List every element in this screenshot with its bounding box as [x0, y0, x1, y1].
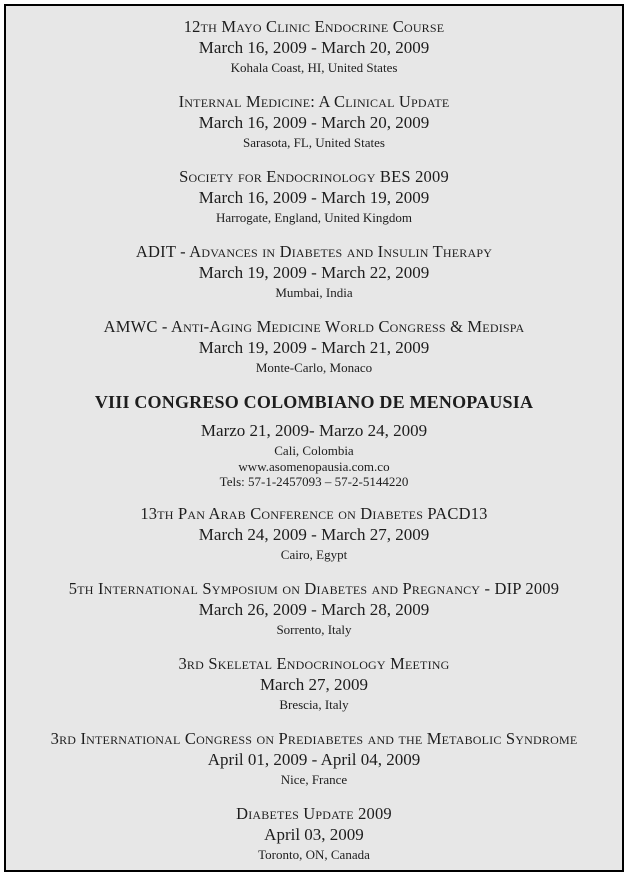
event-location: Nice, France: [280, 772, 348, 787]
event-location: Sarasota, FL, United States: [243, 135, 385, 150]
event-title: Diabetes Update 2009: [236, 804, 392, 823]
event-entry-featured: [6, 391, 622, 489]
event-dates: Marzo 21, 2009- Marzo 24, 2009: [200, 421, 428, 440]
event-location: Sorrento, Italy: [276, 622, 352, 637]
event-title: VIII CONGRESO COLOMBIANO DE MENOPAUSIA: [94, 392, 534, 412]
event-dates: March 24, 2009 - March 27, 2009: [198, 525, 430, 544]
event-location: Harrogate, England, United Kingdom: [215, 210, 413, 225]
event-location: Kohala Coast, HI, United States: [230, 60, 398, 75]
event-phones: Tels: 57-1-2457093 – 57-2-5144220: [219, 473, 409, 489]
event-location: Toronto, ON, Canada: [258, 847, 370, 862]
event-dates: April 01, 2009 - April 04, 2009: [207, 750, 421, 769]
event-title: 5th International Symposium on Diabetes and Pregnancy - DIP 2009: [68, 579, 560, 598]
event-dates: March 16, 2009 - March 19, 2009: [198, 188, 430, 207]
event-title: 3rd Skeletal Endocrinology Meeting: [178, 654, 450, 673]
event-entry: [6, 728, 622, 789]
event-title: ADIT - Advances in Diabetes and Insulin Therapy: [135, 242, 493, 261]
event-entry: [6, 241, 622, 302]
event-dates: March 26, 2009 - March 28, 2009: [198, 600, 430, 619]
event-dates: March 16, 2009 - March 20, 2009: [198, 113, 430, 132]
event-entry: [6, 503, 622, 564]
event-location: Mumbai, India: [275, 285, 353, 300]
event-title: 13th Pan Arab Conference on Diabetes PACD13: [140, 504, 488, 523]
event-location: Cali, Colombia: [274, 443, 354, 458]
event-title: 3rd International Congress on Prediabetes and the Metabolic Syndrome: [50, 729, 578, 748]
event-website: www.asomenopausia.com.co: [238, 459, 390, 474]
event-entry: [6, 653, 622, 714]
event-dates: March 27, 2009: [259, 675, 369, 694]
event-entry: [6, 91, 622, 152]
event-entry: [6, 16, 622, 77]
event-location: Brescia, Italy: [279, 697, 349, 712]
event-entry: [6, 166, 622, 227]
event-dates: March 19, 2009 - March 21, 2009: [198, 338, 430, 357]
event-entry: [6, 316, 622, 377]
event-dates: April 03, 2009: [264, 825, 364, 844]
event-dates: March 19, 2009 - March 22, 2009: [198, 263, 430, 282]
event-entry: [6, 578, 622, 639]
conference-list-page: [4, 4, 624, 872]
event-location: Cairo, Egypt: [280, 547, 348, 562]
event-title: Society for Endocrinology BES 2009: [179, 167, 449, 186]
event-title: AMWC - Anti-Aging Medicine World Congress & Medispa: [103, 317, 525, 336]
event-entry: [6, 803, 622, 864]
event-dates: March 16, 2009 - March 20, 2009: [198, 38, 430, 57]
event-location: Monte-Carlo, Monaco: [255, 360, 373, 375]
event-title: 12th Mayo Clinic Endocrine Course: [183, 17, 445, 36]
event-title: Internal Medicine: A Clinical Update: [178, 92, 450, 111]
